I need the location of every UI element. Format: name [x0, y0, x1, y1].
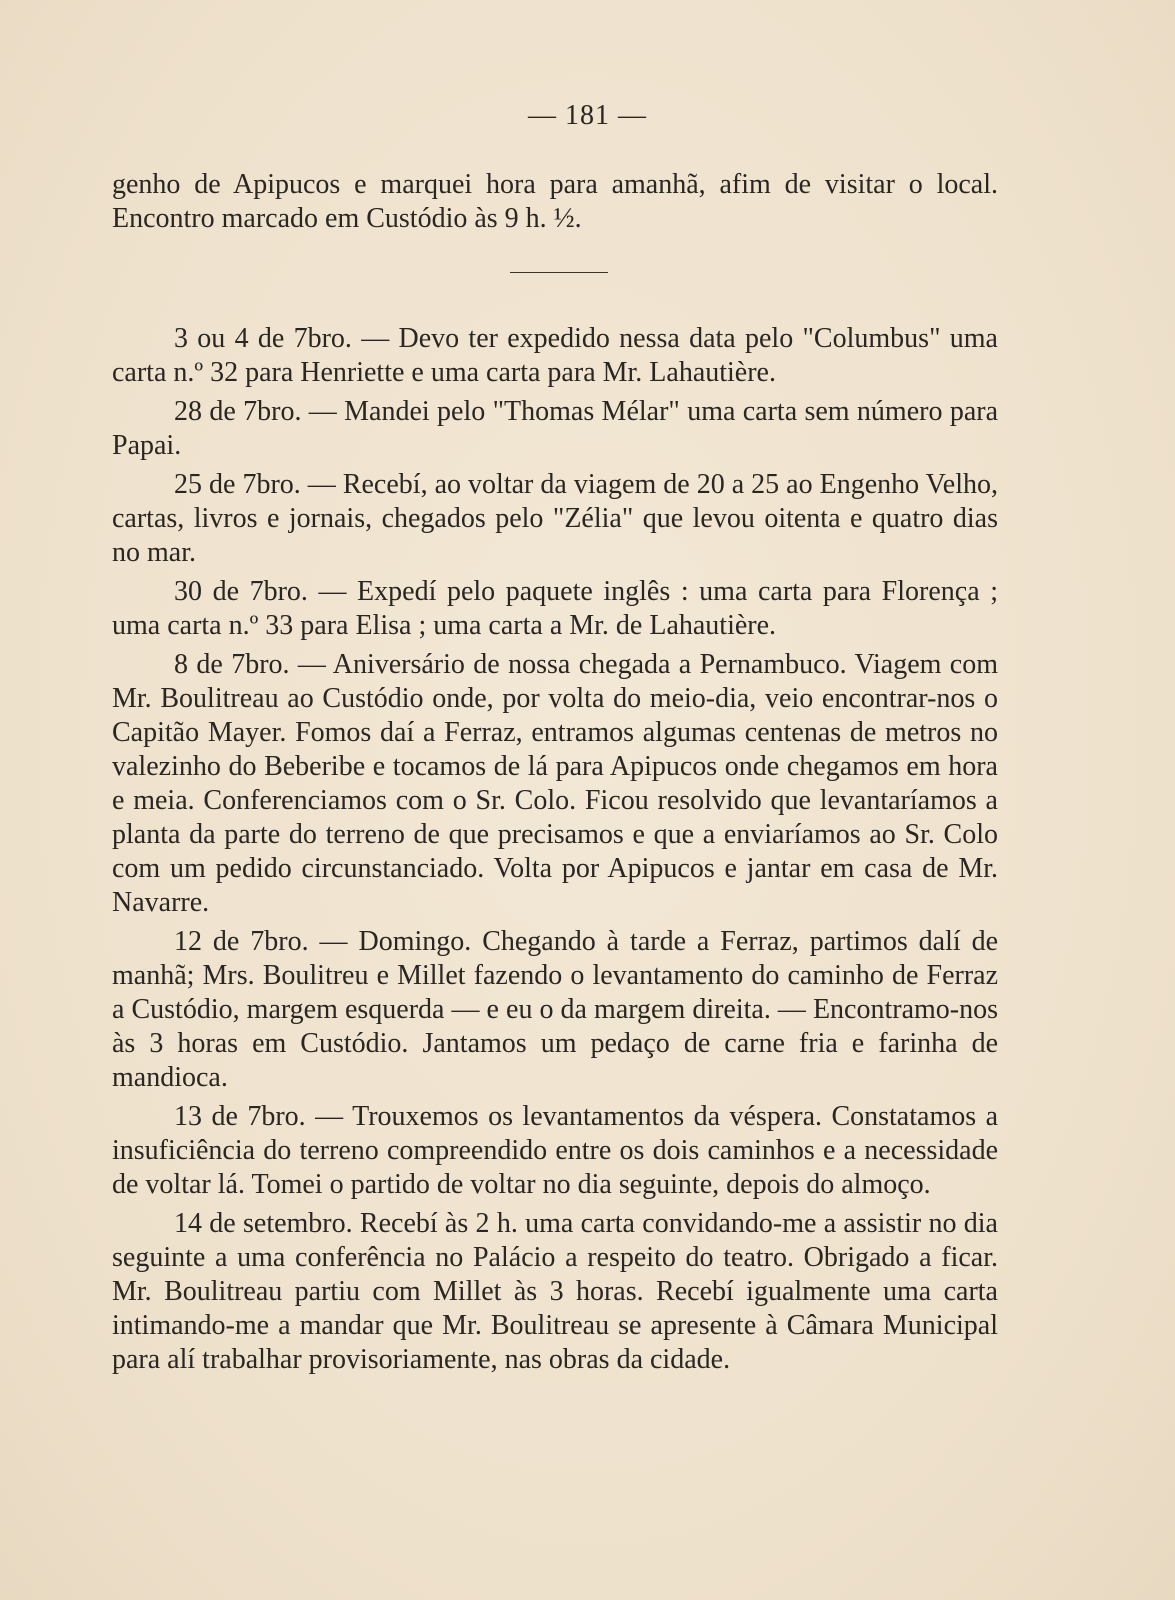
diary-entry: 28 de 7bro. — Mandei pelo "Thomas Mélar" uma carta sem número para Papai. [112, 396, 998, 461]
diary-entry: 13 de 7bro. — Trouxemos os levantamentos da véspera. Constatamos a insuficiência do terreno compreendido entre os dois caminhos e a necessidade de voltar lá. Tomei o partido de voltar no dia seguinte, depois do almoço. [112, 1101, 998, 1200]
diary-entry: 3 ou 4 de 7bro. — Devo ter expedido nessa data pelo "Columbus" uma carta n.º 32 para Henriette e uma carta para Mr. Lahautière. [112, 323, 998, 388]
diary-entry: 12 de 7bro. — Domingo. Chegando à tarde a Ferraz, partimos dalí de manhã; Mrs. Boulitreu e Millet fazendo o levantamento do caminho de Ferraz a Custódio, margem esquerda — e eu o da margem direita. — Encontramo-nos às 3 horas em Custódio. Jantamos um pedaço de carne fria e farinha de mandioca. [112, 926, 998, 1093]
diary-entry: 30 de 7bro. — Expedí pelo paquete inglês : uma carta para Florença ; uma carta n.º 33 para Elisa ; uma carta a Mr. de Lahautière. [112, 576, 998, 641]
intro-paragraph: genho de Apipucos e marquei hora para amanhã, afim de visitar o local. Encontro marcado em Custódio às 9 h. ½. [112, 169, 998, 234]
section-divider [510, 272, 608, 273]
diary-entry: 25 de 7bro. — Recebí, ao voltar da viagem de 20 a 25 ao Engenho Velho, cartas, livros e jornais, chegados pelo "Zélia" que levou oitenta e quatro dias no mar. [112, 469, 998, 568]
diary-entry: 14 de setembro. Recebí às 2 h. uma carta convidando-me a assistir no dia seguinte a uma conferência no Palácio a respeito do teatro. Obrigado a ficar. Mr. Boulitreau partiu com Millet às 3 horas. Recebí igualmente uma carta intimando-me a mandar que Mr. Boulitreau se apresente à Câmara Municipal para alí trabalhar provisoriamente, nas obras da cidade. [112, 1208, 998, 1375]
diary-entry: 8 de 7bro. — Aniversário de nossa chegada a Pernambuco. Viagem com Mr. Boulitreau ao Custódio onde, por volta do meio-dia, veio encontrar-nos o Capitão Mayer. Fomos daí a Ferraz, entramos algumas centenas de metros no valezinho do Beberibe e tocamos de lá para Apipucos onde chegamos em hora e meia. Conferenciamos com o Sr. Colo. Ficou resolvido que levantaríamos a planta da parte do terreno de que precisamos e que a enviaríamos ao Sr. Colo com um pedido circunstanciado. Volta por Apipucos e jantar em casa de Mr. Navarre. [112, 649, 998, 918]
diary-entries [112, 322, 998, 1382]
page-number: — 181 — [528, 100, 647, 131]
intro-paragraph-block [112, 168, 998, 236]
